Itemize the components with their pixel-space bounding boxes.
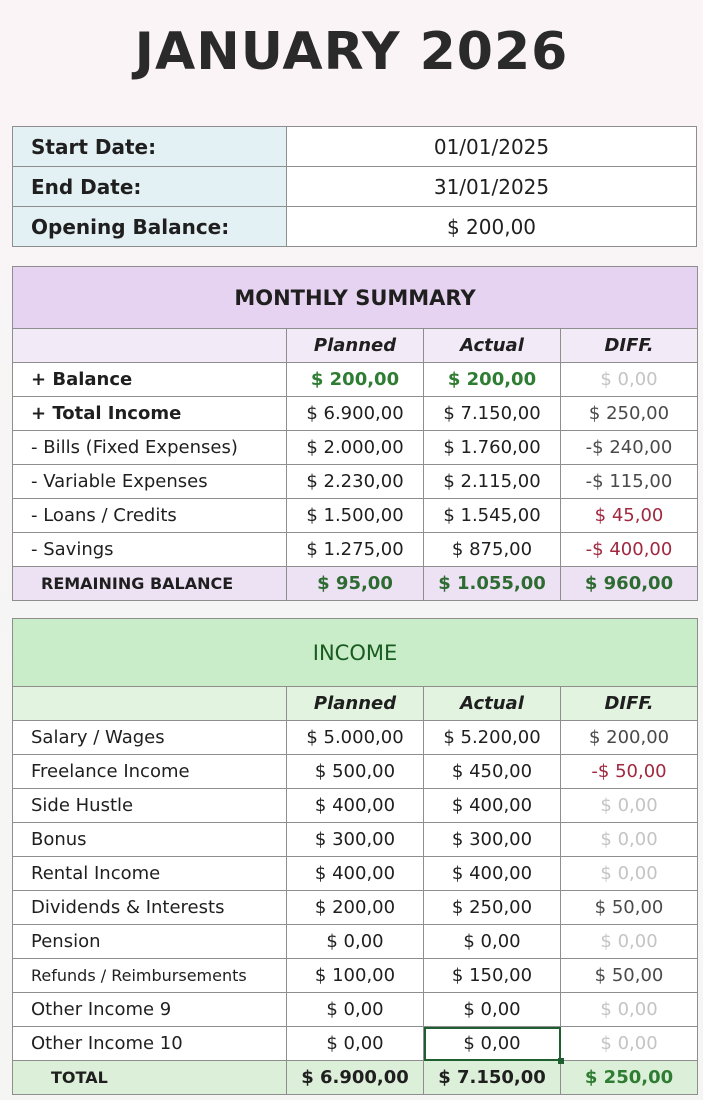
income-row-label[interactable]: Freelance Income bbox=[13, 755, 287, 789]
income-title[interactable]: INCOME bbox=[13, 619, 698, 687]
income-row-diff[interactable]: $ 0,00 bbox=[561, 789, 698, 823]
income-row-planned[interactable]: $ 0,00 bbox=[287, 925, 424, 959]
summary-row-planned[interactable]: $ 1.500,00 bbox=[287, 499, 424, 533]
summary-row-label[interactable]: - Variable Expenses bbox=[13, 465, 287, 499]
income-header-row bbox=[13, 687, 698, 721]
income-row-planned[interactable]: $ 500,00 bbox=[287, 755, 424, 789]
opening-balance-label[interactable]: Opening Balance: bbox=[13, 207, 287, 247]
summary-row-planned[interactable]: $ 6.900,00 bbox=[287, 397, 424, 431]
income-total-planned[interactable]: $ 6.900,00 bbox=[287, 1061, 424, 1095]
remaining-balance-row bbox=[13, 567, 698, 601]
income-row bbox=[13, 959, 698, 993]
income-row-actual[interactable]: $ 150,00 bbox=[424, 959, 561, 993]
income-table bbox=[12, 618, 698, 1095]
income-row-planned[interactable]: $ 200,00 bbox=[287, 891, 424, 925]
summary-row-diff[interactable]: -$ 115,00 bbox=[561, 465, 698, 499]
summary-row-planned[interactable]: $ 200,00 bbox=[287, 363, 424, 397]
income-total-row bbox=[13, 1061, 698, 1095]
remaining-balance-label[interactable]: REMAINING BALANCE bbox=[13, 567, 287, 601]
info-table bbox=[12, 126, 697, 247]
income-row-actual[interactable]: $ 250,00 bbox=[424, 891, 561, 925]
summary-row bbox=[13, 533, 698, 567]
income-row-diff[interactable]: $ 200,00 bbox=[561, 721, 698, 755]
summary-row bbox=[13, 397, 698, 431]
income-row bbox=[13, 755, 698, 789]
page-title: JANUARY 2026 bbox=[134, 22, 569, 82]
income-row-planned[interactable]: $ 400,00 bbox=[287, 857, 424, 891]
remaining-balance-planned[interactable]: $ 95,00 bbox=[287, 567, 424, 601]
summary-row-planned[interactable]: $ 2.000,00 bbox=[287, 431, 424, 465]
opening-balance-value[interactable]: $ 200,00 bbox=[287, 207, 697, 247]
summary-row-actual[interactable]: $ 1.545,00 bbox=[424, 499, 561, 533]
income-row bbox=[13, 993, 698, 1027]
income-row-planned[interactable]: $ 300,00 bbox=[287, 823, 424, 857]
remaining-balance-diff[interactable]: $ 960,00 bbox=[561, 567, 698, 601]
summary-row-actual[interactable]: $ 7.150,00 bbox=[424, 397, 561, 431]
selected-cell[interactable]: $ 0,00 bbox=[424, 1027, 561, 1061]
summary-row-diff[interactable]: -$ 400,00 bbox=[561, 533, 698, 567]
income-row-diff[interactable]: $ 0,00 bbox=[561, 823, 698, 857]
start-date-row bbox=[13, 127, 697, 167]
income-row-label[interactable]: Dividends & Interests bbox=[13, 891, 287, 925]
monthly-summary-table bbox=[12, 266, 698, 601]
summary-row-actual[interactable]: $ 875,00 bbox=[424, 533, 561, 567]
income-row-diff[interactable]: $ 0,00 bbox=[561, 1027, 698, 1061]
income-row bbox=[13, 823, 698, 857]
income-header-blank[interactable] bbox=[13, 687, 287, 721]
summary-row-label[interactable]: - Bills (Fixed Expenses) bbox=[13, 431, 287, 465]
income-row-label[interactable]: Salary / Wages bbox=[13, 721, 287, 755]
summary-row bbox=[13, 499, 698, 533]
income-row-planned[interactable]: $ 0,00 bbox=[287, 993, 424, 1027]
summary-row-actual[interactable]: $ 2.115,00 bbox=[424, 465, 561, 499]
summary-row-label[interactable]: + Balance bbox=[13, 363, 287, 397]
summary-row-diff[interactable]: -$ 240,00 bbox=[561, 431, 698, 465]
income-row-label[interactable]: Side Hustle bbox=[13, 789, 287, 823]
income-row-diff[interactable]: -$ 50,00 bbox=[561, 755, 698, 789]
remaining-balance-actual[interactable]: $ 1.055,00 bbox=[424, 567, 561, 601]
summary-row-diff[interactable]: $ 45,00 bbox=[561, 499, 698, 533]
income-row bbox=[13, 789, 698, 823]
start-date-value[interactable]: 01/01/2025 bbox=[287, 127, 697, 167]
income-row bbox=[13, 1027, 698, 1061]
income-row-actual[interactable]: $ 0,00 bbox=[424, 925, 561, 959]
end-date-label[interactable]: End Date: bbox=[13, 167, 287, 207]
opening-balance-row bbox=[13, 207, 697, 247]
income-row-actual[interactable]: $ 300,00 bbox=[424, 823, 561, 857]
end-date-row bbox=[13, 167, 697, 207]
summary-row bbox=[13, 465, 698, 499]
income-row bbox=[13, 721, 698, 755]
summary-row-label[interactable]: - Savings bbox=[13, 533, 287, 567]
summary-row bbox=[13, 431, 698, 465]
income-row-label[interactable]: Other Income 10 bbox=[13, 1027, 287, 1061]
income-row bbox=[13, 891, 698, 925]
income-row-planned[interactable]: $ 5.000,00 bbox=[287, 721, 424, 755]
summary-col-planned[interactable]: Planned bbox=[287, 329, 424, 363]
income-row-diff[interactable]: $ 50,00 bbox=[561, 891, 698, 925]
end-date-value[interactable]: 31/01/2025 bbox=[287, 167, 697, 207]
income-row-diff[interactable]: $ 0,00 bbox=[561, 993, 698, 1027]
summary-row-planned[interactable]: $ 2.230,00 bbox=[287, 465, 424, 499]
summary-header-row bbox=[13, 329, 698, 363]
summary-col-diff[interactable]: DIFF. bbox=[561, 329, 698, 363]
income-row-actual[interactable]: $ 450,00 bbox=[424, 755, 561, 789]
income-row-label[interactable]: Bonus bbox=[13, 823, 287, 857]
income-row-actual[interactable]: $ 0,00 bbox=[424, 993, 561, 1027]
summary-row-diff[interactable]: $ 250,00 bbox=[561, 397, 698, 431]
income-row-label[interactable]: Rental Income bbox=[13, 857, 287, 891]
summary-row-label[interactable]: - Loans / Credits bbox=[13, 499, 287, 533]
income-row-actual[interactable]: $ 5.200,00 bbox=[424, 721, 561, 755]
summary-row-diff[interactable]: $ 0,00 bbox=[561, 363, 698, 397]
summary-row-actual[interactable]: $ 1.760,00 bbox=[424, 431, 561, 465]
income-col-diff[interactable]: DIFF. bbox=[561, 687, 698, 721]
income-row-planned[interactable]: $ 100,00 bbox=[287, 959, 424, 993]
summary-col-actual[interactable]: Actual bbox=[424, 329, 561, 363]
summary-header-blank[interactable] bbox=[13, 329, 287, 363]
income-total-actual[interactable]: $ 7.150,00 bbox=[424, 1061, 561, 1095]
summary-row bbox=[13, 363, 698, 397]
start-date-label[interactable]: Start Date: bbox=[13, 127, 287, 167]
income-row-planned[interactable]: $ 0,00 bbox=[287, 1027, 424, 1061]
income-row-diff[interactable]: $ 0,00 bbox=[561, 925, 698, 959]
income-total-diff[interactable]: $ 250,00 bbox=[561, 1061, 698, 1095]
income-total-label[interactable]: TOTAL bbox=[13, 1061, 287, 1095]
summary-row-label[interactable]: + Total Income bbox=[13, 397, 287, 431]
income-row-label[interactable]: Pension bbox=[13, 925, 287, 959]
income-col-planned[interactable]: Planned bbox=[287, 687, 424, 721]
income-row-actual[interactable]: $ 400,00 bbox=[424, 789, 561, 823]
income-row-diff[interactable]: $ 50,00 bbox=[561, 959, 698, 993]
summary-title[interactable]: MONTHLY SUMMARY bbox=[13, 267, 698, 329]
income-row-label[interactable]: Refunds / Reimbursements bbox=[13, 959, 287, 993]
income-row-actual[interactable]: $ 400,00 bbox=[424, 857, 561, 891]
income-row-planned[interactable]: $ 400,00 bbox=[287, 789, 424, 823]
summary-row-actual[interactable]: $ 200,00 bbox=[424, 363, 561, 397]
summary-row-planned[interactable]: $ 1.275,00 bbox=[287, 533, 424, 567]
income-row-label[interactable]: Other Income 9 bbox=[13, 993, 287, 1027]
income-row bbox=[13, 925, 698, 959]
income-col-actual[interactable]: Actual bbox=[424, 687, 561, 721]
income-row-diff[interactable]: $ 0,00 bbox=[561, 857, 698, 891]
income-row bbox=[13, 857, 698, 891]
